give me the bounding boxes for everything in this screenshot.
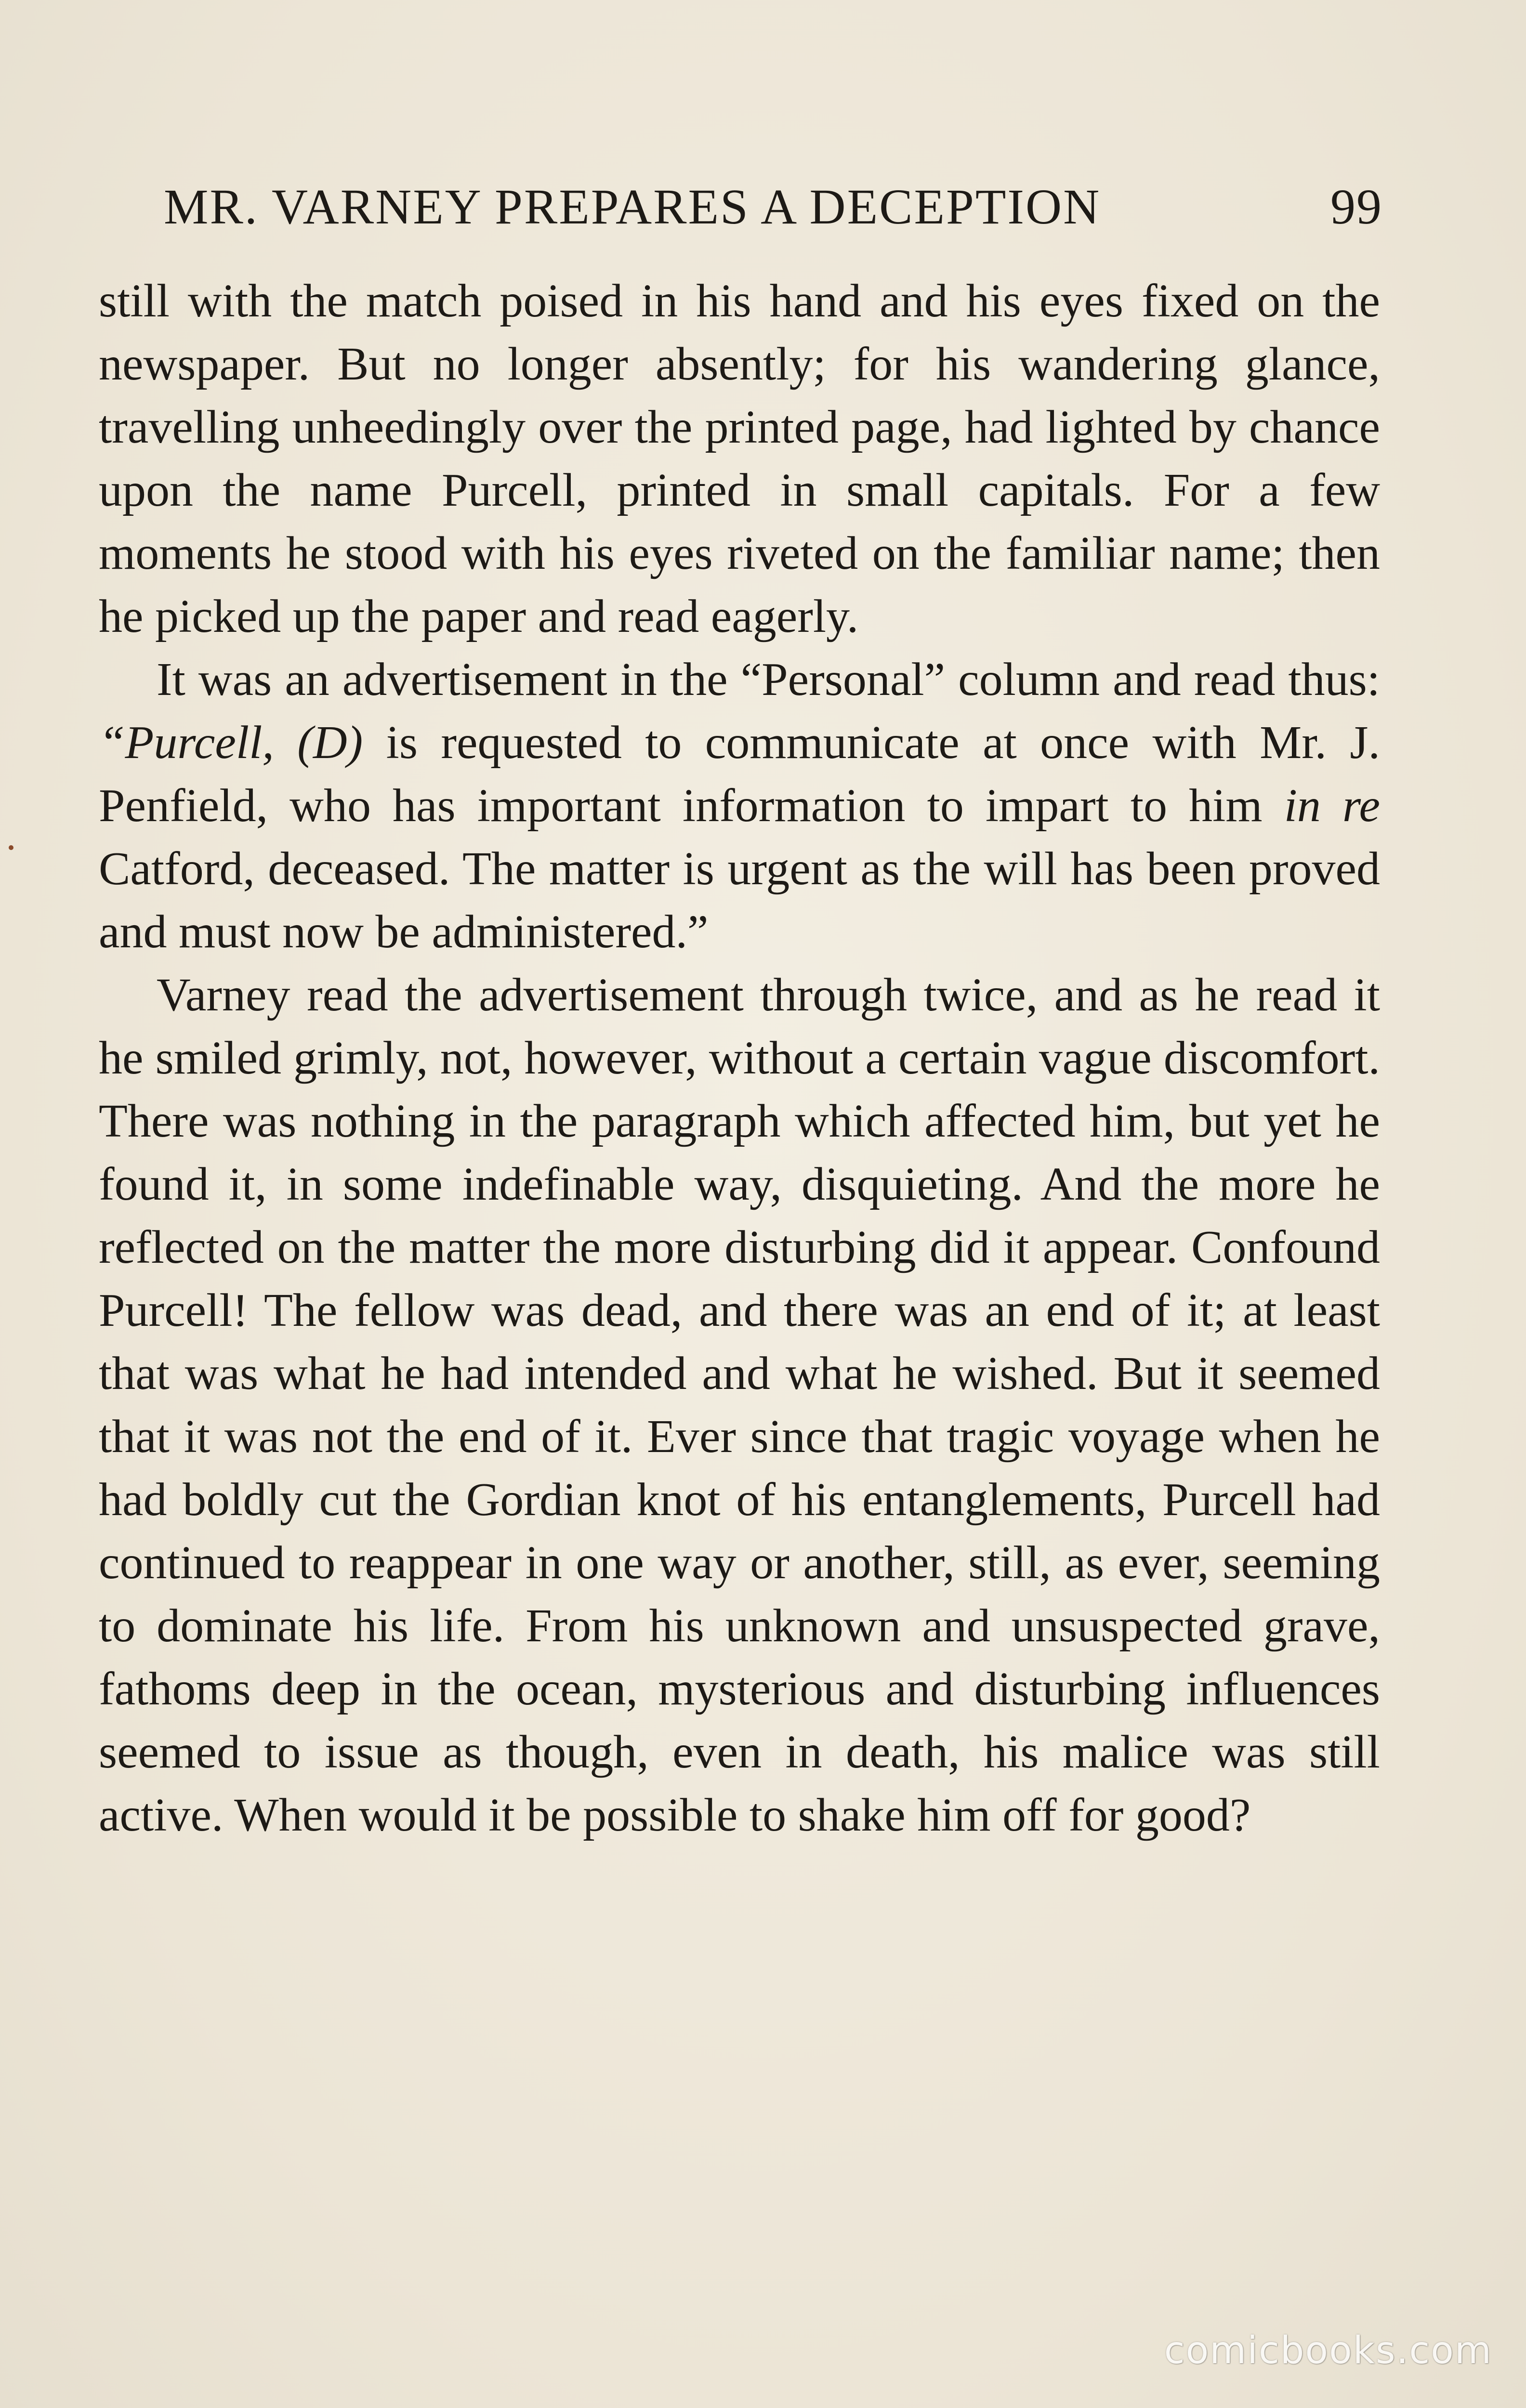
paragraph-2-mid: is requested to communicate at once with Mr. J. Penfield, who has important information to impart to him bbox=[99, 717, 1380, 832]
chapter-title: MR. VARNEY PREPARES A DECEPTION bbox=[164, 179, 1101, 235]
paragraph-2-italic-name: “Purcell, (D) bbox=[99, 717, 363, 769]
running-head bbox=[164, 178, 1382, 255]
paragraph-1: still with the match poised in his hand and his eyes fixed on the newspaper. But no longer absently; for his wandering glance, travelling unheedingly over the printed page, had lighted by chance upon the name Purcell, printed in small capitals. For a few moments he stood with his eyes riveted on the familiar name; then he picked up the paper and read eagerly. bbox=[99, 275, 1380, 642]
page-number: 99 bbox=[1330, 179, 1382, 235]
paragraph-2-after: Catford, deceased. The matter is urgent as the will has been proved and must now be administered.” bbox=[99, 843, 1380, 958]
body-text bbox=[99, 270, 1380, 1847]
watermark: comicbooks.com bbox=[1164, 2329, 1492, 2372]
paper-speck bbox=[9, 845, 13, 850]
paragraph-2 bbox=[99, 648, 1380, 964]
paragraph-2-italic-in-re: in re bbox=[1284, 780, 1380, 832]
paragraph-3: Varney read the advertisement through twice, and as he read it he smiled grimly, not, however, without a certain vague discomfort. There was nothing in the paragraph which affected him, but yet he found it, in some indefinable way, disquieting. And the more he reflected on the matter the more disturbing did it appear. Confound Purcell! The fellow was dead, and there was an end of it; at least that was what he had intended and what he wished. But it seemed that it was not the end of it. Ever since that tragic voyage when he had boldly cut the Gordian knot of his entanglements, Purcell had continued to reappear in one way or another, still, as ever, seeming to dominate his life. From his unknown and unsuspected grave, fathoms deep in the ocean, mysterious and disturbing influences seemed to issue as though, even in death, his malice was still active. When would it be possible to shake him off for good? bbox=[99, 969, 1380, 1841]
paragraph-2-before: It was an advertisement in the “Personal” column and read thus: bbox=[157, 654, 1380, 706]
